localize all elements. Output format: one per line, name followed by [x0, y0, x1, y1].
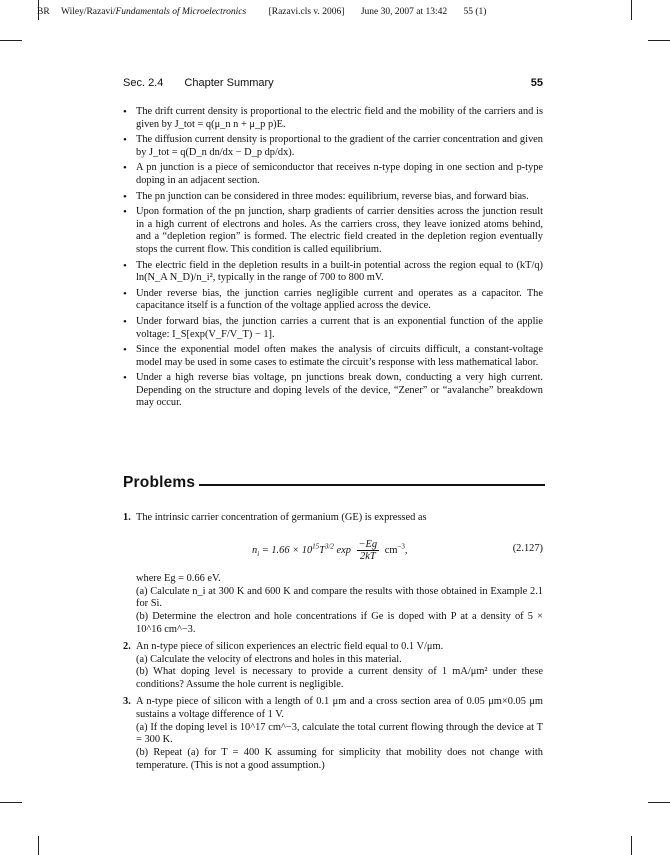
printer-line [37, 7, 500, 17]
summary-item: • A pn junction is a piece of semiconductor that receives n-type doping in one section and p-type doping in an adjacent section. [123, 162, 543, 187]
problem-number: 3. [123, 695, 131, 707]
printer-cls: [Razavi.cls v. 2006] [268, 7, 345, 17]
problem-line: An n-type piece of silicon experiences an electric field equal to 0.1 V/μm. [136, 640, 444, 652]
problem-line: A n-type piece of silicon with a length of 0.1 μm and a cross section area of 0.05 μm×0.05 μm sustains a voltage difference of 1 V. [136, 695, 543, 720]
crop-mark [631, 836, 632, 855]
section-number: Sec. 2.4 [123, 77, 164, 89]
printer-code: BR [37, 7, 50, 17]
crop-mark [38, 836, 39, 855]
summary-item: • Under a high reverse bias voltage, pn junctions break down, conducting a very high current. Depending on the structure and doping levels of the device, “Zener” or “avalanche” breakdown may occur. [123, 372, 543, 410]
problem-line: (b) Repeat (a) for T = 400 K assuming for simplicity that mobility does not change with temperature. (This is not a good assumption.) [136, 747, 543, 771]
problem-line: (b) Determine the electron and hole concentrations if Ge is doped with P at a density of 5 × 10^16 cm^−3. [136, 611, 543, 635]
problem-item [123, 512, 543, 637]
problem-line: (a) If the doping level is 10^17 cm^−3, calculate the total current flowing through the device at T = 300 K. [136, 721, 543, 746]
summary-item: • Since the exponential model often makes the analysis of circuits difficult, a constant-voltage model may be used in some cases to estimate the circuit’s response with less mathematical labor. [123, 344, 543, 369]
heading-rule [199, 484, 545, 486]
crop-mark [648, 40, 670, 41]
crop-mark [0, 802, 22, 803]
section-title: Chapter Summary [184, 77, 274, 89]
printer-publisher: Wiley/Razavi/ [61, 7, 116, 17]
printer-book-title: Fundamentals of Microelectronics [115, 7, 247, 17]
equation: $n_i = 1.66 \times 10^{15}T^{3/2}$ exp $\frac{-Eg}{2kT}$ $cm^{-3}$, [252, 538, 408, 562]
summary-item: • Upon formation of the pn junction, sharp gradients of carrier densities across the junction result in a high current of electrons and holes. As the carriers cross, they leave ionized atoms behind, and a “depletion region” is formed. The electric field created in the depletion region eventually stops the current flow. This condition is called equilibrium. [123, 206, 543, 256]
problems-title: Problems [123, 474, 196, 491]
crop-mark [0, 40, 22, 41]
printer-pages: 55 (1) [463, 7, 487, 17]
problem-item [123, 696, 543, 773]
summary-item: • The electric field in the depletion results in a built-in potential across the region equal to (kT/q) ln(N_A N_D)/n_i², typically in the range of 700 to 800 mV. [123, 260, 543, 285]
problem-line: (b) What doping level is necessary to provide a current density of 1 mA/μm² under these conditions? Assume the hole current is negligible. [136, 666, 543, 691]
summary-item: • The pn junction can be considered in three modes: equilibrium, reverse bias, and forward bias. [123, 191, 543, 204]
summary-item: • Under forward bias, the junction carries a current that is an exponential function of the applie voltage: I_S[exp(V_F/V_T) − 1]. [123, 316, 543, 341]
problems-list [123, 512, 543, 777]
problem-line: (a) Calculate the velocity of electrons and holes in this material. [136, 653, 402, 665]
problem-intro: The intrinsic carrier concentration of germanium (GE) is expressed as [136, 512, 427, 523]
crop-mark [648, 802, 670, 803]
summary-item: • The drift current density is proportional to the electric field and the mobility of the carriers and is given by J_tot = q(μ_n n + μ_p p)E. [123, 106, 543, 131]
equation-number: (2.127) [512, 542, 543, 554]
summary-item: • Under reverse bias, the junction carries negligible current and operates as a capacitor. The capacitance itself is a function of the voltage applied across the device. [123, 288, 543, 313]
summary-list [123, 106, 543, 413]
problem-number: 2. [123, 640, 131, 652]
problem-line: where Eg = 0.66 eV. [136, 572, 221, 584]
equation-row [136, 531, 543, 567]
page-number: 55 [530, 77, 543, 89]
problem-item [123, 641, 543, 692]
running-header [123, 77, 543, 89]
crop-mark [631, 0, 632, 20]
problem-line: (a) Calculate n_i at 300 K and 600 K and compare the results with those obtained in Example 2.1 for Si. [136, 585, 543, 610]
problems-heading [123, 474, 545, 492]
summary-item: • The diffusion current density is proportional to the gradient of the carrier concentration and given by J_tot = q(D_n dn/dx − D_p dp/dx). [123, 134, 543, 159]
printer-date: June 30, 2007 at 13:42 [360, 7, 448, 17]
problem-number: 1. [123, 512, 131, 523]
